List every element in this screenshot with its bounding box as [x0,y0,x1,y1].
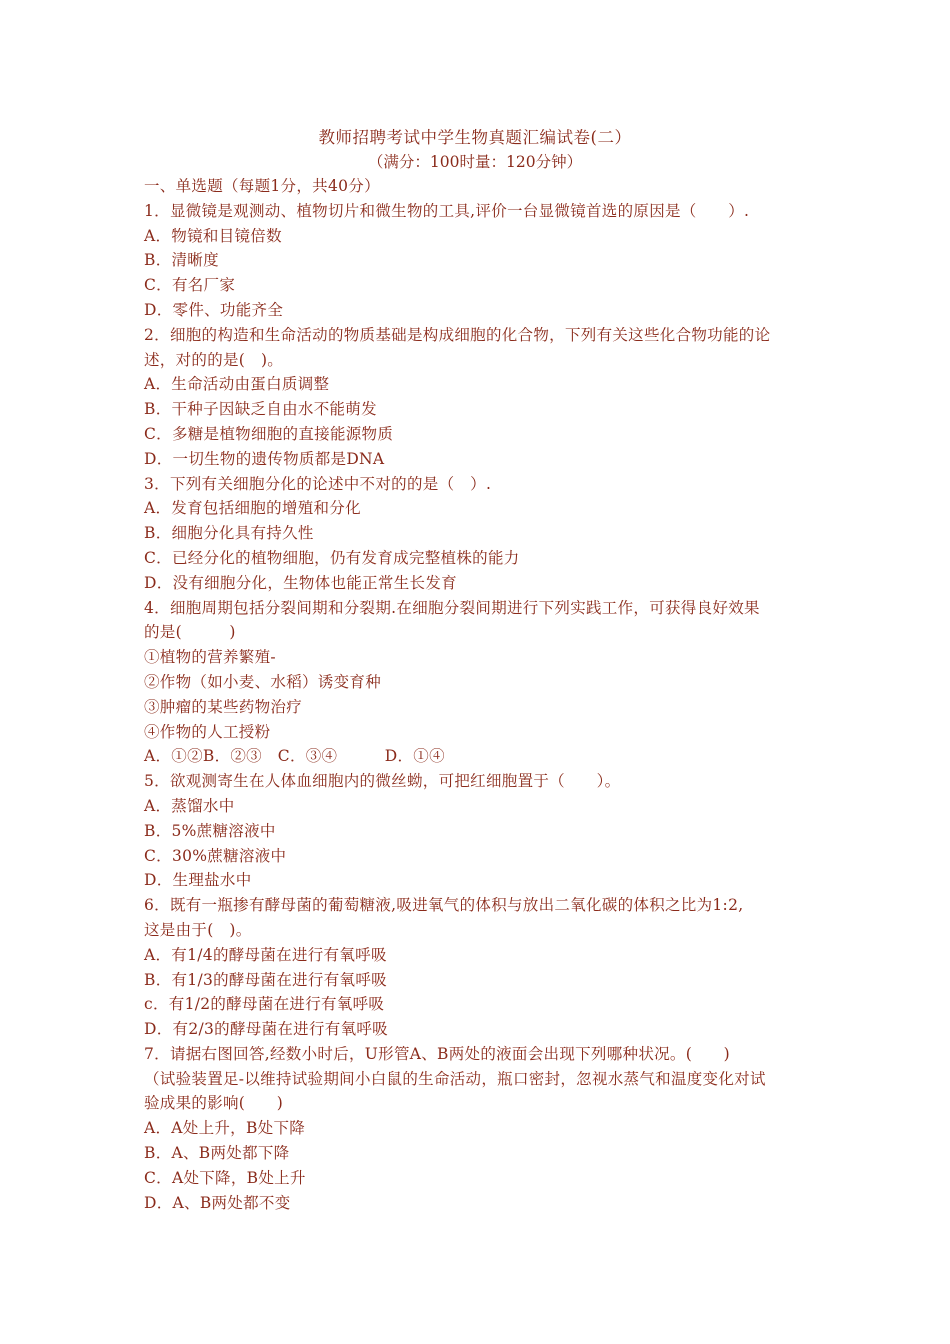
text-line: 述，对的的是( )。 [144,350,284,369]
text-line: C．已经分化的植物细胞，仍有发育成完整植株的能力 [144,548,520,567]
section-heading: 一、单选题（每题1分，共40分） [144,177,380,195]
text-line: 2．细胞的构造和生命活动的物质基础是构成细胞的化合物，下列有关这些化合物功能的论 [144,325,771,344]
text-line: D．A、B两处都不变 [144,1193,291,1212]
text-line: B．清晰度 [144,251,219,270]
page-subtitle: （满分：100时量：120分钟） [367,153,583,171]
text-line: B．有1/3的酵母菌在进行有氧呼吸 [144,970,387,989]
text-line: ①植物的营养繁殖- [144,648,276,667]
text-line: C．A处下降，B处上升 [144,1168,306,1187]
text-line: A．①②B．②③ C．③④ D．①④ [144,747,445,766]
text-line: C．30%蔗糖溶液中 [144,846,287,865]
text-line: 验成果的影响( ) [144,1094,284,1113]
text-line: A．物镜和目镜倍数 [144,226,282,245]
page-title: 教师招聘考试中学生物真题汇编试卷(二） [318,128,632,147]
text-line: C．多糖是植物细胞的直接能源物质 [144,424,394,443]
text-line: 6．既有一瓶掺有酵母菌的葡萄糖液,吸进氧气的体积与放出二氧化碳的体积之比为1:2, [144,896,744,915]
text-line: D．一切生物的遗传物质都是DNA [144,449,385,468]
text-line: 1．显微镜是观测动、植物切片和微生物的工具,评价一台显微镜首选的原因是（ ）. [144,201,750,220]
text-line: B．细胞分化具有持久性 [144,524,314,543]
text-line: A．发育包括细胞的增殖和分化 [144,499,361,518]
text-line: B．A、B两处都下降 [144,1144,290,1163]
text-line: 7．请据右图回答,经数小时后，U形管A、B两处的液面会出现下列哪种状况。( ) [144,1044,731,1063]
text-line: （试验装置足-以维持试验期间小白鼠的生命活动，瓶口密封，忽视水蒸气和温度变化对试 [144,1069,766,1088]
text-line: ④作物的人工授粉 [144,722,271,741]
text-line: 这是由于( )。 [144,920,252,939]
text-line: ②作物（如小麦、水稻）诱变育种 [144,672,382,691]
text-line: A．生命活动由蛋白质调整 [144,375,330,394]
text-line: A．A处上升，B处下降 [144,1119,306,1138]
text-line: D．有2/3的酵母菌在进行有氧呼吸 [144,1020,388,1039]
text-line: c．有1/2的酵母菌在进行有氧呼吸 [144,995,385,1014]
text-line: A．有1/4的酵母菌在进行有氧呼吸 [144,945,387,964]
text-line: D．生理盐水中 [144,871,252,890]
text-line: 的是( ) [144,623,236,642]
text-line: C．有名厂家 [144,276,236,295]
text-line: B．干种子因缺乏自由水不能萌发 [144,400,377,419]
text-line: D．零件、功能齐全 [144,300,284,319]
text-line: 5．欲观测寄生在人体血细胞内的微丝蚴，可把红细胞置于（ ）。 [144,772,621,791]
text-line: A．蒸馏水中 [144,796,235,815]
exam-content [144,174,814,1215]
text-line: B．5%蔗糖溶液中 [144,821,276,840]
text-line: ③肿瘤的某些药物治疗 [144,697,303,716]
text-line: 4．细胞周期包括分裂间期和分裂期.在细胞分裂间期进行下列实践工作，可获得良好效果 [144,598,760,617]
text-line: 3．下列有关细胞分化的论述中不对的的是（ ）. [144,474,492,493]
text-line: D．没有细胞分化，生物体也能正常生长发育 [144,573,457,592]
